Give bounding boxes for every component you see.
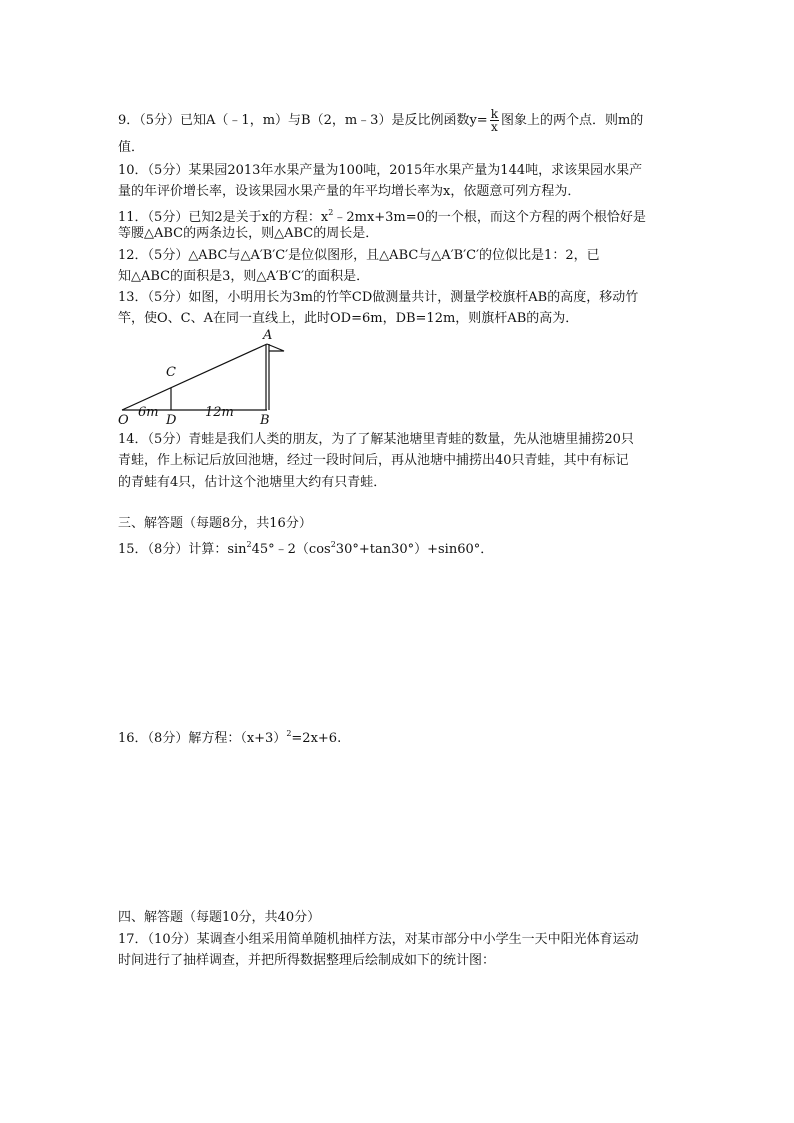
q15-sup1: 2 [246, 540, 252, 549]
q14-line1: 14．（5分）青蛙是我们人类的朋友，为了了解某池塘里青蛙的数量，先从池塘里捕捞20只 [118, 432, 634, 447]
label-c: C [166, 365, 176, 380]
q10-line2: 量的年评价增长率，设该果园水果产量的年平均增长率为x，依题意可列方程为． [118, 184, 581, 199]
label-d: D [166, 413, 177, 426]
q15-text-b: 45°﹣2（cos [251, 542, 331, 557]
flagpole-figure [112, 326, 292, 426]
label-od-length: 6m [138, 405, 159, 420]
label-b: B [260, 413, 270, 426]
label-db-length: 12m [205, 405, 234, 420]
q13-line1: 13．（5分）如图，小明用长为3m的竹竿CD做测量共计，测量学校旗杆AB的高度，移动竹 [118, 290, 639, 305]
sight-line [122, 344, 267, 410]
q9-frac-den: x [490, 120, 498, 134]
q9-line1 [118, 108, 643, 133]
q15-line [118, 535, 493, 559]
q15-text-c: 30°+tan30°）+sin60°． [335, 542, 494, 557]
q16-line [118, 724, 341, 748]
q17-line2: 时间进行了抽样调查，并把所得数据整理后绘制成如下的统计图： [118, 953, 496, 968]
q14-line2: 青蛙，作上标记后放回池塘，经过一段时间后，再从池塘中捕捞出40只青蛙，其中有标记 [118, 453, 629, 468]
section4-heading: 四、解答题（每题10分，共40分） [118, 910, 321, 925]
q9-frac-num: k [490, 107, 498, 121]
q9-text-post: 图象上的两个点．则m的 [500, 113, 644, 128]
q13-line2: 竿，使O、C、A在同一直线上，此时OD=6m，DB=12m，则旗杆AB的高为． [118, 311, 579, 326]
q9-text-pre: 9．（5分）已知A（﹣1，m）与B（2，m﹣3）是反比例函数y= [118, 113, 488, 128]
q11-text-a: 11．（5分）已知2是关于x的方程：x [118, 210, 329, 225]
q12-line2: 知△ABC的面积是3，则△A′B′C′的面积是． [118, 269, 370, 284]
q11-text-b: ﹣2mx+3m=0的一个根，而这个方程的两个根恰好是 [333, 210, 646, 225]
q16-sup: 2 [286, 729, 292, 738]
q9-line2: 值． [118, 140, 145, 155]
label-a: A [263, 328, 273, 343]
q11-line2: 等腰△ABC的两条边长，则△ABC的周长是． [118, 226, 379, 241]
section3-heading: 三、解答题（每题8分，共16分） [118, 516, 312, 531]
q17-line1: 17．（10分）某调查小组采用简单随机抽样方法，对某市部分中小学生一天中阳光体育运动 [118, 932, 639, 947]
q16-text-a: 16．（8分）解方程：（x+3） [118, 731, 287, 746]
q11-sup: 2 [328, 208, 334, 217]
q15-sup2: 2 [330, 540, 336, 549]
q16-text-b: =2x+6. [291, 731, 342, 746]
q12-line1: 12．（5分）△ABC与△A′B′C′是位似图形，且△ABC与△A′B′C′的位似比是1：2，已 [118, 248, 600, 263]
q10-line1: 10．（5分）某果园2013年水果产量为100吨，2015年水果产量为144吨，求该果园水果产 [118, 163, 643, 178]
label-o: O [118, 413, 129, 426]
q14-line3: 的青蛙有4只，估计这个池塘里大约有只青蛙． [118, 475, 387, 490]
q9-fraction [490, 108, 499, 133]
q15-text-a: 15．（8分）计算：sin [118, 542, 247, 557]
